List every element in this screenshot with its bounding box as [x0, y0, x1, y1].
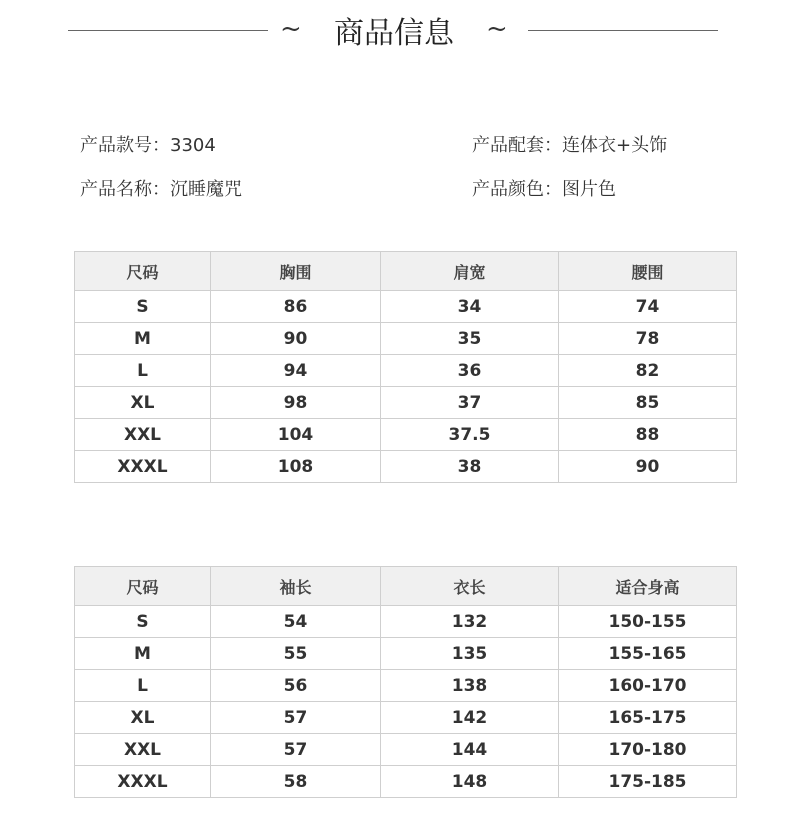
info-item-name: 产品名称：沉睡魔咒	[80, 179, 242, 200]
ornament-left-icon: ~	[280, 14, 302, 44]
table-cell: 155-165	[559, 638, 737, 670]
table-cell: 108	[211, 451, 381, 483]
table-cell: M	[75, 638, 211, 670]
column-header: 衣长	[381, 567, 559, 606]
table-cell: 54	[211, 606, 381, 638]
info-item-color: 产品颜色：图片色	[472, 179, 616, 200]
table-row	[75, 606, 737, 638]
ornament-right-icon: ~	[486, 14, 508, 44]
table-row	[75, 670, 737, 702]
table-cell: 175-185	[559, 766, 737, 798]
table-cell: 57	[211, 734, 381, 766]
table-cell: L	[75, 670, 211, 702]
column-header: 腰围	[559, 252, 737, 291]
table-row	[75, 291, 737, 323]
table-cell: 135	[381, 638, 559, 670]
table-cell: 37.5	[381, 419, 559, 451]
table-cell: XL	[75, 702, 211, 734]
table-cell: XXL	[75, 734, 211, 766]
table-cell: 88	[559, 419, 737, 451]
table-cell: 82	[559, 355, 737, 387]
table-cell: M	[75, 323, 211, 355]
table-cell: 74	[559, 291, 737, 323]
table-row	[75, 766, 737, 798]
table-cell: L	[75, 355, 211, 387]
table-cell: 85	[559, 387, 737, 419]
table-cell: 104	[211, 419, 381, 451]
table-cell: 90	[559, 451, 737, 483]
table-row	[75, 419, 737, 451]
column-header: 尺码	[75, 252, 211, 291]
table-cell: 98	[211, 387, 381, 419]
info-item-set: 产品配套：连体衣+头饰	[472, 135, 668, 156]
table-cell: 138	[381, 670, 559, 702]
table-cell: 86	[211, 291, 381, 323]
info-item-model: 产品款号：3304	[80, 135, 216, 156]
table-row	[75, 734, 737, 766]
table-cell: 58	[211, 766, 381, 798]
table-cell: 34	[381, 291, 559, 323]
table-cell: 35	[381, 323, 559, 355]
table-cell: 142	[381, 702, 559, 734]
divider-right	[528, 30, 718, 31]
table-cell: 57	[211, 702, 381, 734]
size-table-length	[74, 566, 737, 798]
table-cell: 55	[211, 638, 381, 670]
table-header-row	[75, 252, 737, 291]
column-header: 胸围	[211, 252, 381, 291]
column-header: 肩宽	[381, 252, 559, 291]
table-row	[75, 355, 737, 387]
table-row	[75, 323, 737, 355]
table-cell: 160-170	[559, 670, 737, 702]
table-cell: S	[75, 291, 211, 323]
page-title: 商品信息	[334, 16, 454, 51]
table-cell: 94	[211, 355, 381, 387]
column-header: 尺码	[75, 567, 211, 606]
table-row	[75, 451, 737, 483]
table-cell: 36	[381, 355, 559, 387]
table-cell: 56	[211, 670, 381, 702]
table-cell: S	[75, 606, 211, 638]
table-cell: 165-175	[559, 702, 737, 734]
table-cell: XXXL	[75, 451, 211, 483]
table-cell: 144	[381, 734, 559, 766]
size-table-body	[74, 251, 737, 483]
table-cell: 132	[381, 606, 559, 638]
table-row	[75, 387, 737, 419]
table-cell: 38	[381, 451, 559, 483]
table-cell: 78	[559, 323, 737, 355]
column-header: 适合身高	[559, 567, 737, 606]
table-cell: 170-180	[559, 734, 737, 766]
table-header-row	[75, 567, 737, 606]
table-row	[75, 702, 737, 734]
table-cell: 37	[381, 387, 559, 419]
table-cell: XXXL	[75, 766, 211, 798]
table-cell: 150-155	[559, 606, 737, 638]
table-cell: 90	[211, 323, 381, 355]
table-row	[75, 638, 737, 670]
table-cell: 148	[381, 766, 559, 798]
table-cell: XXL	[75, 419, 211, 451]
column-header: 袖长	[211, 567, 381, 606]
table-cell: XL	[75, 387, 211, 419]
